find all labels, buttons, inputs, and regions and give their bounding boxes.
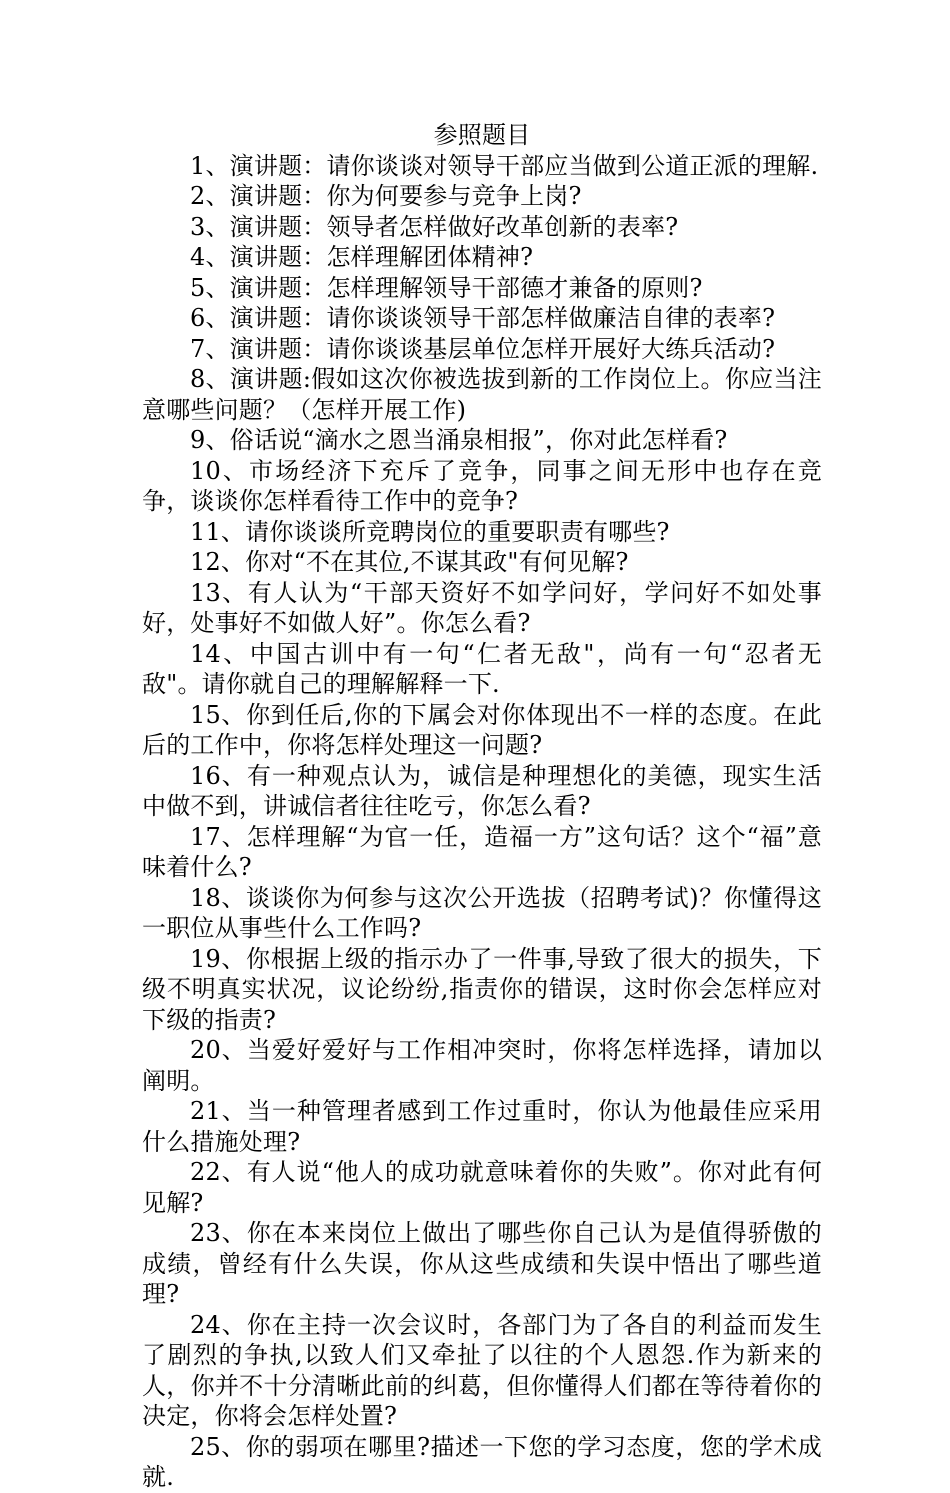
question-item: 3、演讲题：领导者怎样做好改革创新的表率? xyxy=(190,212,679,241)
question-item: 19、你根据上级的指示办了一件事,导致了很大的损失，下级不明真实状况，议论纷纷,指责你的错误，这时你会怎样应对下级的指责? xyxy=(142,944,822,1034)
question-item: 10、市场经济下充斥了竞争，同事之间无形中也存在竞争，谈谈你怎样看待工作中的竞争? xyxy=(142,456,822,515)
question-item: 12、你对“不在其位,不谋其政"有何见解? xyxy=(190,548,629,576)
question-item: 5、演讲题：怎样理解领导干部德才兼备的原则? xyxy=(190,273,703,302)
question-item: 6、演讲题：请你谈谈领导干部怎样做廉洁自律的表率? xyxy=(190,304,776,332)
question-item: 7、演讲题：请你谈谈基层单位怎样开展好大练兵活动? xyxy=(190,334,776,363)
question-item: 1、演讲题：请你谈谈对领导干部应当做到公道正派的理解. xyxy=(190,151,819,180)
question-item: 9、俗话说“滴水之恩当涌泉相报”，你对此怎样看? xyxy=(190,426,728,454)
question-item: 17、怎样理解“为官一任，造福一方”这句话？这个“福”意味着什么? xyxy=(142,822,822,881)
question-item: 2、演讲题：你为何要参与竞争上岗? xyxy=(190,182,582,210)
question-item: 18、谈谈你为何参与这次公开选拔（招聘考试)？你懂得这一职位从事些什么工作吗? xyxy=(142,883,822,942)
question-item: 21、当一种管理者感到工作过重时，你认为他最佳应采用什么措施处理? xyxy=(142,1097,822,1156)
question-item: 15、你到任后,你的下属会对你体现出不一样的态度。在此后的工作中，你将怎样处理这一问题? xyxy=(142,700,822,759)
question-item: 4、演讲题：怎样理解团体精神? xyxy=(190,243,534,271)
question-item: 13、有人认为“干部天资好不如学问好，学问好不如处事好，处事好不如做人好”。你怎么看? xyxy=(142,578,822,637)
question-item: 25、你的弱项在哪里?描述一下您的学习态度，您的学术成就. xyxy=(142,1432,822,1491)
question-item: 23、你在本来岗位上做出了哪些你自己认为是值得骄傲的成绩，曾经有什么失误，你从这些成绩和失误中悟出了哪些道理? xyxy=(142,1219,822,1308)
question-item: 14、中国古训中有一句“仁者无敌"，尚有一句“忍者无敌"。请你就自己的理解解释一下. xyxy=(142,639,822,698)
question-item: 20、当爱好爱好与工作相冲突时，你将怎样选择，请加以阐明。 xyxy=(142,1036,822,1095)
question-item: 11、请你谈谈所竞聘岗位的重要职责有哪些? xyxy=(190,517,670,546)
question-item: 8、演讲题:假如这次你被选拔到新的工作岗位上。你应当注意哪些问题？（怎样开展工作) xyxy=(142,365,822,424)
question-item: 24、你在主持一次会议时，各部门为了各自的利益而发生了剧烈的争执,以致人们又牵扯了以往的个人恩怨.作为新来的人，你并不十分清晰此前的纠葛，但你懂得人们都在等待着你的决定，你将会怎样处置? xyxy=(142,1310,822,1430)
question-item: 16、有一种观点认为，诚信是种理想化的美德，现实生活中做不到，讲诚信者往往吃亏，你怎么看? xyxy=(142,761,822,820)
question-item: 22、有人说“他人的成功就意味着你的失败”。你对此有何见解? xyxy=(142,1158,822,1217)
document-title: 参照题目 xyxy=(433,121,531,149)
document-body xyxy=(142,120,822,1493)
